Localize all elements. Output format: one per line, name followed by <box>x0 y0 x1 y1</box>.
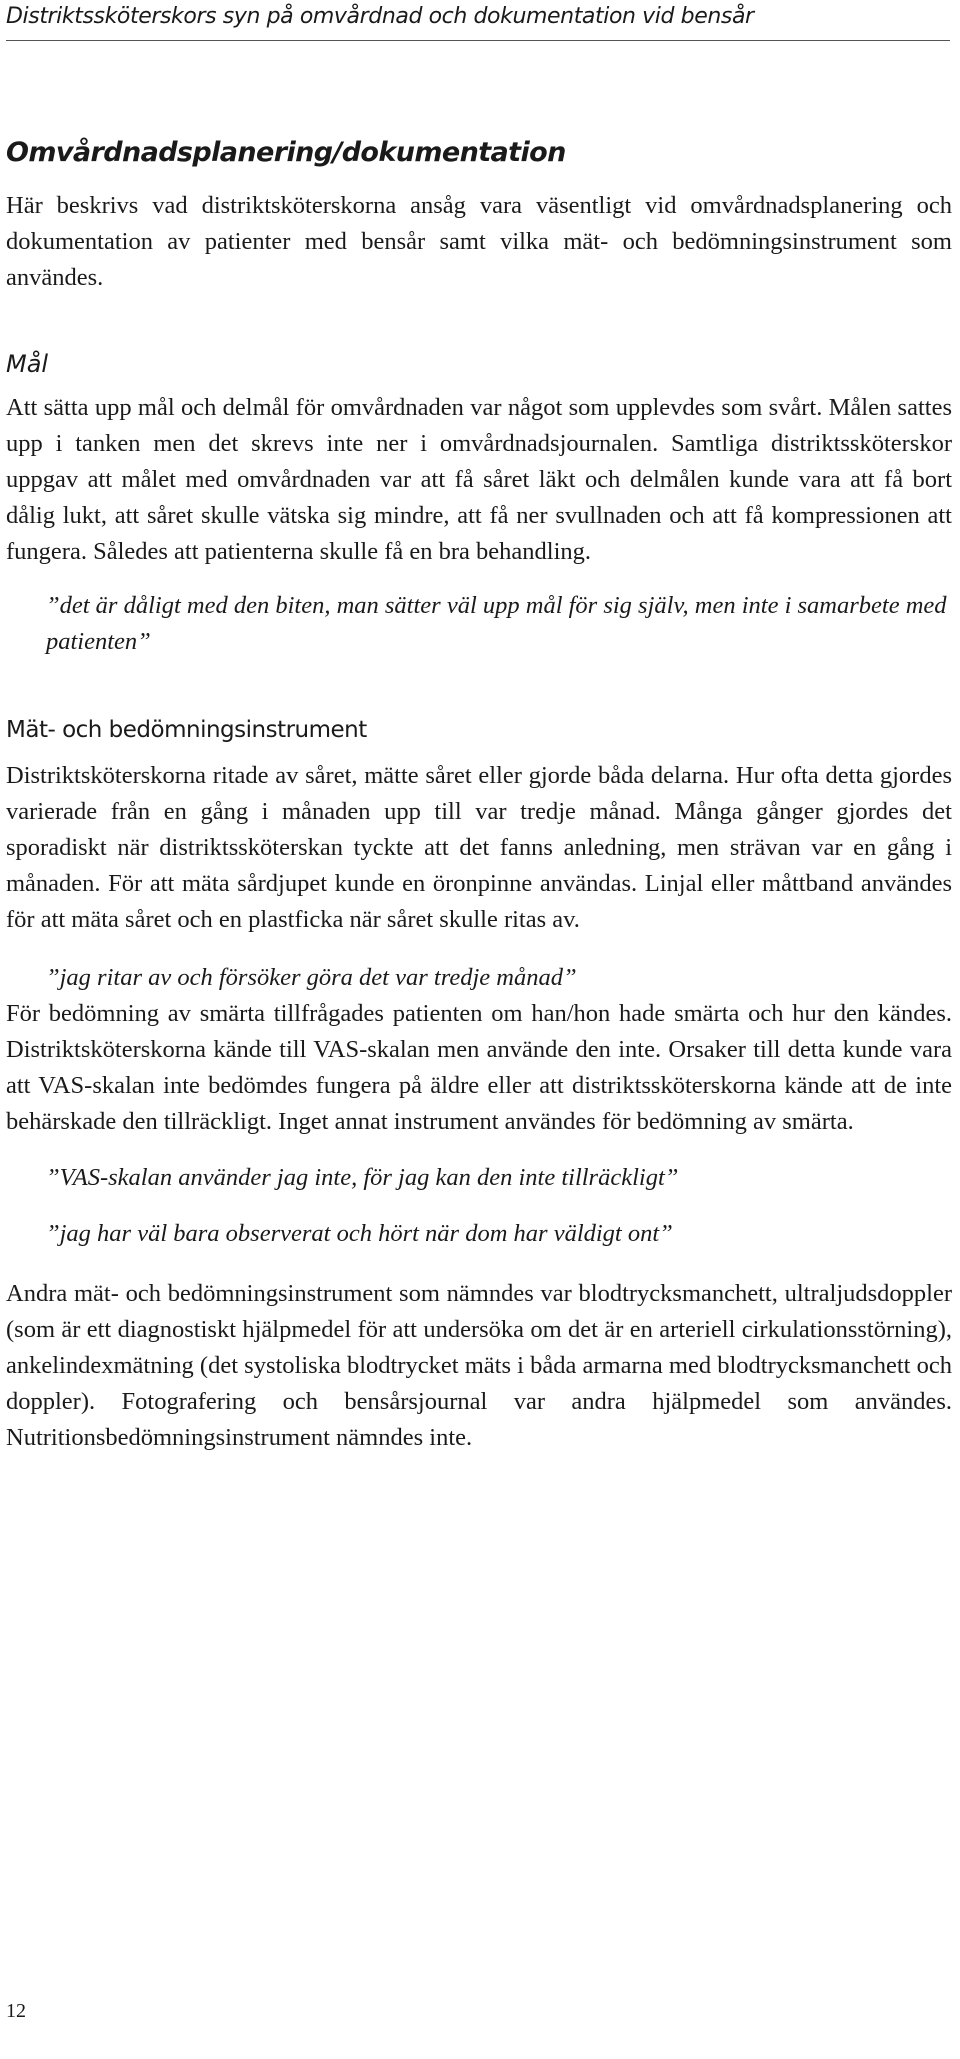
instrument-paragraph-1: Distriktsköterskorna ritade av såret, mätte såret eller gjorde båda delarna. Hur ofta detta gjordes varierade från en gång i månaden upp till var tredje månad. Många gånger gjordes det sporadiskt när distriktssköterskan tyckte att det fanns anledning, men strävan var en gång i månaden. För att mäta sårdjupet kunde en öronpinne användas. Linjal eller måttband användes för att mäta såret och en plastficka när såret skulle ritas av. <box>6 762 952 933</box>
running-header: Distriktssköterskors syn på omvårdnad och dokumentation vid bensår <box>6 2 950 41</box>
page-number: 12 <box>6 2000 26 2022</box>
instrument-quote-2: ”VAS-skalan använder jag inte, för jag kan den inte tillräckligt” <box>46 1164 679 1191</box>
instrument-paragraph-3: Andra mät- och bedömningsinstrument som nämndes var blodtrycksmanchett, ultraljudsdoppler (som är ett diagnostiskt hjälpmedel för att undersöka om det är en arteriell cirkulationsstörning), ankelindexmätning (det systoliska blodtrycket mäts i båda armarna med blodtrycksmanchett och doppler). Fotografering och bensårsjournal var andra hjälpmedel som användes. Nutritionsbedömningsinstrument nämndes inte. <box>6 1280 952 1451</box>
instrument-quote-1: ”jag ritar av och försöker göra det var tredje månad” <box>46 964 577 991</box>
mal-quote: ”det är dåligt med den biten, man sätter väl upp mål för sig själv, men inte i samarbete med patienten” <box>46 592 947 655</box>
instrument-paragraph-2: För bedömning av smärta tillfrågades patienten om han/hon hade smärta och hur den kändes. Distriktsköterskorna kände till VAS-skalan men använde den inte. Orsaker till detta kunde vara att VAS-skalan inte bedömdes fungera på äldre eller att distriktssköterskorna kände att de inte behärskade den tillräckligt. Inget annat instrument användes för bedömning av smärta. <box>6 1000 952 1135</box>
intro-paragraph: Här beskrivs vad distriktsköterskorna ansåg vara väsentligt vid omvårdnadsplanering och dokumentation av patienter med bensår samt vilka mät- och bedömningsinstrument som användes. <box>6 192 952 291</box>
instrument-quote-3: ”jag har väl bara observerat och hört när dom har väldigt ont” <box>46 1220 673 1247</box>
section-title: Omvårdnadsplanering/dokumentation <box>6 137 566 168</box>
heading-instrument: Mät- och bedömningsinstrument <box>6 717 367 743</box>
mal-paragraph: Att sätta upp mål och delmål för omvårdnaden var något som upplevdes som svårt. Målen sattes upp i tanken men det skrevs inte ner i omvårdnadsjournalen. Samtliga distriktssköterskor uppgav att målet med omvårdnaden var att få såret läkt och delmålen kunde vara att få bort dålig lukt, att såret skulle vätska sig mindre, att få ner svullnaden och att få kompressionen att fungera. Således att patienterna skulle få en bra behandling. <box>6 394 952 565</box>
heading-mal: Mål <box>6 350 49 378</box>
page-content <box>6 136 952 1456</box>
